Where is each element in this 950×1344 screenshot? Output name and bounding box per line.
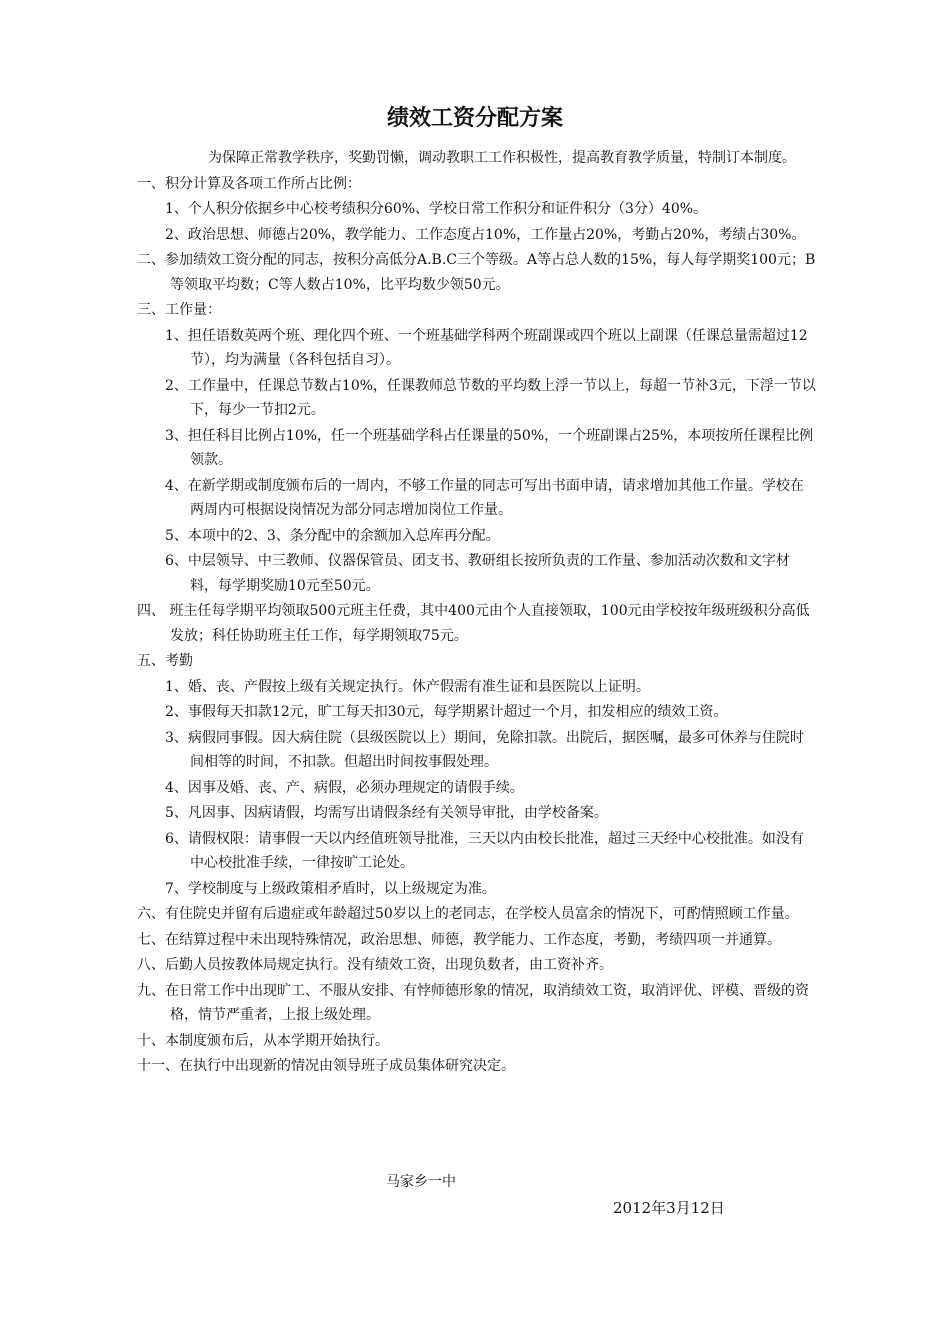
section-heading: 一、积分计算及各项工作所占比例：	[137, 175, 361, 192]
section-item: 5、本项中的2、3、条分配中的余额加入总库再分配。	[165, 527, 500, 544]
signature-org: 马家乡一中	[386, 1174, 456, 1190]
section-heading: 十一、在执行中出现新的情况由领导班子成员集体研究决定。	[137, 1058, 515, 1074]
section-item: 2、工作量中，任课总节数占10%，任课教师总节数的平均数上浮一节以上，每超一节补3元，下浮一节以下，每少一节扣2元。	[165, 377, 816, 418]
section-heading: 十、本制度颁布后，从本学期开始执行。	[137, 1032, 389, 1049]
document-title: 绩效工资分配方案	[386, 105, 563, 131]
section-heading: 八、后勤人员按教体局规定执行。没有绩效工资，出现负数者，由工资补齐。	[137, 957, 613, 973]
section-item: 2、事假每天扣款12元，旷工每天扣30元，每学期累计超过一个月，扣发相应的绩效工资。	[165, 704, 728, 720]
section-item: 5、凡因事、因病请假，均需写出请假条经有关领导审批，由学校备案。	[165, 805, 608, 821]
section-item: 6、请假权限：请事假一天以内经值班领导批准，三天以内由校长批准，超过三天经中心校批准。如没有中心校批准手续，一律按旷工论处。	[165, 830, 804, 871]
document-body	[137, 146, 817, 1080]
section-item: 3、病假同事假。因大病住院（县级医院以上）期间，免除扣款。出院后，据医嘱，最多可休养与住院时间相等的时间，不扣款。但超出时间按事假处理。	[165, 729, 804, 770]
section-heading: 三、工作量：	[137, 302, 221, 318]
section-item: 2、政治思想、师德占20%，教学能力、工作态度占10%，工作量占20%，考勤占20%，考绩占30%。	[165, 226, 806, 243]
signature-date: 2012年3月12日	[613, 1199, 725, 1217]
section-item: 7、学校制度与上级政策相矛盾时，以上级规定为准。	[165, 880, 496, 897]
section-heading: 四、 班主任每学期平均领取500元班主任费，其中400元由个人直接领取，100元由学校按年级班级积分高低发放；科任协助班主任工作，每学期领取75元。	[137, 603, 810, 644]
section-heading: 九、在日常工作中出现旷工、不服从安排、有悖师德形象的情况，取消绩效工资，取消评优、评模、晋级的资格，情节严重者，上报上级处理。	[137, 982, 809, 1023]
section-item: 1、担任语数英两个班、理化四个班、一个班基础学科两个班副课或四个班以上副课（任课总量需超过12节），均为满量（各科包括自习）。	[165, 327, 808, 368]
section-item: 1、个人积分依据乡中心校考绩积分60%、学校日常工作积分和证件积分（3分）40%。	[165, 201, 708, 217]
section-item: 4、在新学期或制度颁布后的一周内，不够工作量的同志可写出书面申请，请求增加其他工作量。学校在两周内可根据设岗情况为部分同志增加岗位工作量。	[165, 477, 804, 518]
section-heading: 六、有住院史并留有后遗症或年龄超过50岁以上的老同志，在学校人员富余的情况下，可酌情照顾工作量。	[137, 906, 799, 922]
section-heading: 二、参加绩效工资分配的同志，按积分高低分A.B.C三个等级。A等占总人数的15%，每人每学期奖100元；B等领取平均数；C等人数占10%，比平均数少领50元。	[137, 252, 816, 293]
section-item: 1、婚、丧、产假按上级有关规定执行。休产假需有准生证和县医院以上证明。	[165, 678, 650, 695]
intro-paragraph: 为保障正常教学秩序，奖勤罚懒，调动教职工工作积极性，提高教育教学质量，特制订本制度。	[208, 150, 796, 166]
section-heading: 七、在结算过程中未出现特殊情况，政治思想、师德，教学能力、工作态度，考勤，考绩四项一并通算。	[137, 931, 781, 948]
section-heading: 五、考勤	[137, 653, 193, 669]
section-item: 4、因事及婚、丧、产、病假，必须办理规定的请假手续。	[165, 779, 524, 796]
section-item: 6、中层领导、中三教师、仪器保管员、团支书、教研组长按所负责的工作量、参加活动次数和文字材料，每学期奖励10元至50元。	[165, 553, 790, 594]
section-item: 3、担任科目比例占10%，任一个班基础学科占任课量的50%，一个班副课占25%，本项按所任课程比例领款。	[165, 427, 814, 468]
